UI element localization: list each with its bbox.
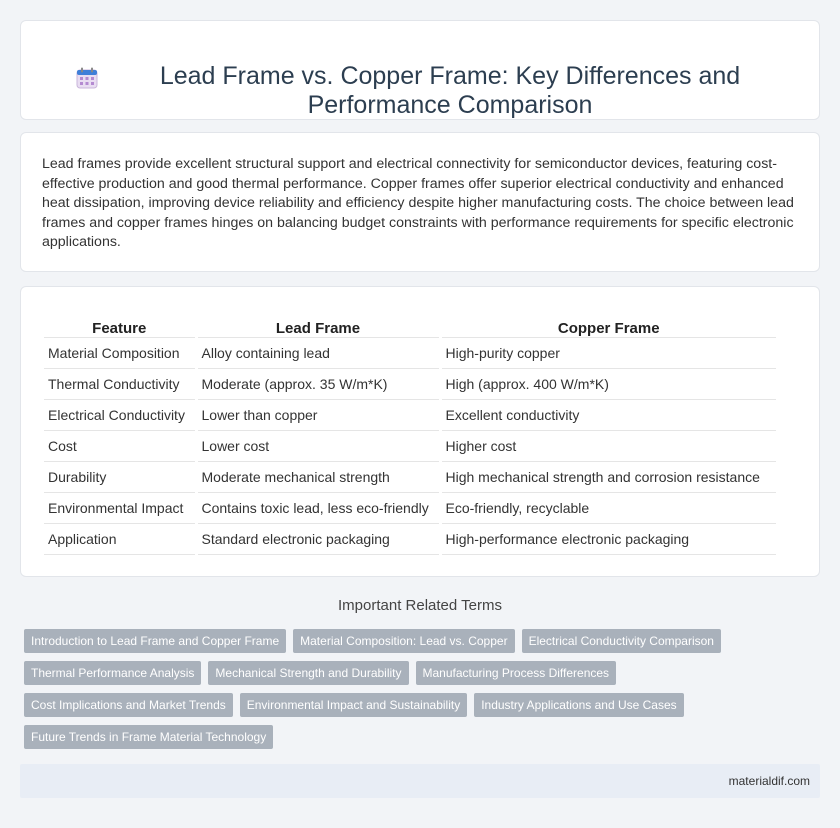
- table-cell: Alloy containing lead: [196, 337, 440, 368]
- footer-site-name[interactable]: materialdif.com: [728, 774, 810, 788]
- table-cell: Lower cost: [196, 430, 440, 461]
- table-cell: Moderate mechanical strength: [196, 461, 440, 492]
- related-term-tag[interactable]: Manufacturing Process Differences: [416, 661, 617, 685]
- header-copper-frame: Copper Frame: [440, 315, 776, 337]
- table-cell: Material Composition: [44, 337, 196, 368]
- table-cell: Electrical Conductivity: [44, 399, 196, 430]
- table-row: [44, 368, 776, 399]
- table-cell: High-performance electronic packaging: [440, 523, 776, 554]
- table-cell: Durability: [44, 461, 196, 492]
- table-cell: High (approx. 400 W/m*K): [440, 368, 776, 399]
- related-term-tag[interactable]: Environmental Impact and Sustainability: [240, 693, 467, 717]
- table-header-row: [44, 315, 776, 337]
- related-term-tag[interactable]: Thermal Performance Analysis: [24, 661, 201, 685]
- table-cell: High-purity copper: [440, 337, 776, 368]
- table-row: [44, 430, 776, 461]
- footer: [20, 764, 820, 798]
- table-cell: Standard electronic packaging: [196, 523, 440, 554]
- comparison-table: [44, 315, 776, 555]
- calendar-icon: [75, 66, 99, 90]
- table-row: [44, 399, 776, 430]
- table-cell: Thermal Conductivity: [44, 368, 196, 399]
- table-row: [44, 492, 776, 523]
- related-term-tag[interactable]: Cost Implications and Market Trends: [24, 693, 233, 717]
- title-card: [20, 20, 820, 120]
- table-cell: High mechanical strength and corrosion resistance: [440, 461, 776, 492]
- header-lead-frame: Lead Frame: [196, 315, 440, 337]
- table-cell: Higher cost: [440, 430, 776, 461]
- table-cell: Application: [44, 523, 196, 554]
- table-cell: Moderate (approx. 35 W/m*K): [196, 368, 440, 399]
- related-term-tag[interactable]: Industry Applications and Use Cases: [474, 693, 683, 717]
- related-term-tag[interactable]: Material Composition: Lead vs. Copper: [293, 629, 514, 653]
- page-title: Lead Frame vs. Copper Frame: Key Differences and Performance Comparison: [159, 62, 741, 119]
- related-terms-list: [24, 629, 744, 749]
- table-cell: Environmental Impact: [44, 492, 196, 523]
- comparison-table-card: [20, 286, 820, 577]
- table-cell: Cost: [44, 430, 196, 461]
- intro-card: [20, 132, 820, 272]
- intro-paragraph: Lead frames provide excellent structural support and electrical connectivity for semiconductor devices, featuring cost-effective production and good thermal performance. Copper frames offer superior electrical conductivity and enhanced heat dissipation, improving device reliability and efficiency despite higher manufacturing costs. The choice between lead frames and copper frames hinges on balancing budget constraints with performance requirements for specific electronic applications.: [42, 156, 794, 250]
- related-term-tag[interactable]: Introduction to Lead Frame and Copper Frame: [24, 629, 286, 653]
- table-cell: Excellent conductivity: [440, 399, 776, 430]
- table-cell: Contains toxic lead, less eco-friendly: [196, 492, 440, 523]
- table-cell: Lower than copper: [196, 399, 440, 430]
- table-row: [44, 337, 776, 368]
- table-cell: Eco-friendly, recyclable: [440, 492, 776, 523]
- header-feature: Feature: [92, 319, 147, 337]
- related-term-tag[interactable]: Mechanical Strength and Durability: [208, 661, 408, 685]
- related-term-tag[interactable]: Future Trends in Frame Material Technology: [24, 725, 273, 749]
- related-terms-title: Important Related Terms: [338, 597, 502, 614]
- table-row: [44, 461, 776, 492]
- table-row: [44, 523, 776, 554]
- related-term-tag[interactable]: Electrical Conductivity Comparison: [522, 629, 721, 653]
